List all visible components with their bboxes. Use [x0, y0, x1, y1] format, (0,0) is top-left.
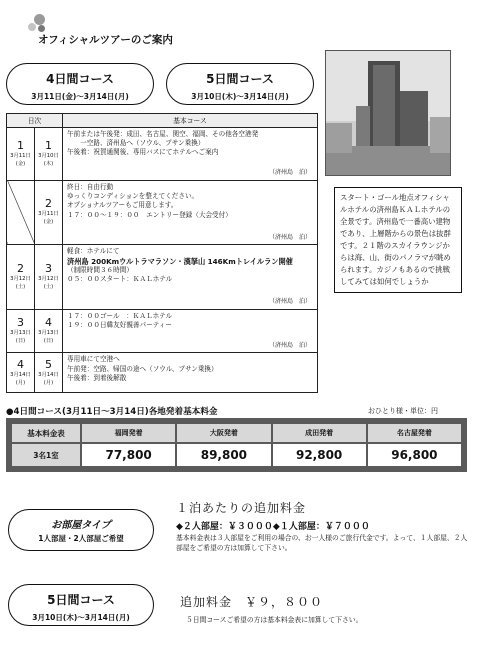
- hotel-photo: [325, 50, 451, 176]
- plan-5day-extra-pill: [8, 584, 154, 626]
- plan-4day-title: 4日間コース: [46, 72, 114, 86]
- schedule-line: （制限時間３６時間）: [67, 265, 133, 274]
- schedule-row: [7, 180, 318, 245]
- extra-charge-title: １泊あたりの追加料金: [176, 501, 307, 515]
- stay-location: （済州島 泊）: [268, 341, 311, 349]
- schedule-header-course: 基本コース: [63, 114, 318, 128]
- plan-5day-dates: 3月10日(木)～3月14日(月): [191, 92, 289, 101]
- pricing-table-frame: [6, 418, 467, 472]
- schedule-line: 午後着：到着後解散: [67, 374, 127, 383]
- schedule-header-day: 日次: [7, 114, 63, 128]
- day-number-4day: 1: [17, 138, 24, 152]
- day-cell-empty: [7, 180, 35, 245]
- pricing-col-fukuoka: 福岡発着: [81, 423, 176, 443]
- five-day-fee: 追加料金 ￥９，８００: [180, 595, 324, 609]
- day-date-4day: 3月14日(月): [10, 371, 31, 386]
- page-title: オフィシャルツアーのご案内: [38, 34, 173, 46]
- schedule-row: [7, 127, 318, 180]
- schedule-row: [7, 245, 318, 310]
- extra-charge-note: 基本料金表は３人部屋をご利用の場合の、お一人様のご旅行代金です。よって、１人部屋、２人部屋をご希望の方は加算して下さい。: [176, 534, 468, 552]
- room-type-sub: 1人部屋・2人部屋ご希望: [38, 534, 124, 543]
- schedule-line: 専用車にて空港へ: [67, 355, 120, 364]
- hotel-info-box: スタート・ゴール地点オフィシャルホテルの済州島ＫＡＬホテルの全景です。済州島で一番高い建物であり、上層階からの景色は抜群です。２１階のスカイラウンジからは海、山、街のパノラマが眺められます。カジノもあるので挑戦してみては如何でしょうか: [334, 187, 462, 293]
- schedule-row: [7, 353, 318, 393]
- day-number-5day: 4: [45, 316, 52, 330]
- pricing-unit: おひとり様・単位：円: [368, 407, 438, 415]
- day-date-5day: 3月10日(木): [38, 152, 59, 167]
- stay-location: （済州島 泊）: [268, 298, 311, 306]
- schedule-table: [6, 113, 318, 393]
- schedule-line: １７：００ゴール ：ＫＡＬホテル: [67, 311, 173, 320]
- pricing-table: [10, 422, 463, 468]
- schedule-line: 午後着：祝賀通関後、専用バスにてホテルへご案内: [67, 148, 219, 157]
- plan-5day-extra-title: 5日間コース: [47, 593, 115, 607]
- pricing-col-osaka: 大阪発着: [176, 423, 271, 443]
- schedule-line: 午前発：空路、帰国の途へ（ソウル、プサン乗換）: [67, 364, 218, 373]
- pricing-room-type: 3名1室: [11, 443, 81, 467]
- day-number-5day: 2: [45, 197, 52, 211]
- day-number-5day: 5: [45, 357, 52, 371]
- room-type-pill: [8, 509, 154, 551]
- schedule-row: [7, 309, 318, 353]
- plan-5day-extra-dates: 3月10日(木)～3月14日(月): [32, 613, 130, 622]
- schedule-line: １７：００～１９：００ エントリー登録（大会受付）: [67, 210, 232, 219]
- day-number-4day: 4: [17, 357, 24, 371]
- pricing-label: 基本料金表: [11, 423, 81, 443]
- day-number-5day: 3: [45, 261, 52, 275]
- schedule-line: 一空路、済州島へ（ソウル、プサン乗換）: [67, 138, 205, 147]
- plan-4day-pill: [6, 63, 154, 105]
- day-date-5day: 3月13日(日): [38, 330, 59, 345]
- schedule-line: ０５：００スタート：ＫＡＬホテル: [67, 275, 173, 284]
- price-narita: 92,800: [272, 443, 367, 467]
- plan-5day-pill: [166, 63, 314, 105]
- race-highlight: 済州島 200Kmウルトラマラソン・漢拏山 146Kmトレイルラン開催: [67, 256, 293, 266]
- plan-4day-dates: 3月11日(金)～3月14日(月): [31, 92, 129, 101]
- day-date-4day: 3月12日(土): [10, 275, 31, 290]
- schedule-line: 午前または午後発：成田、名古屋、関空、福岡、その他各空港発: [67, 129, 259, 138]
- day-date-4day: 3月13日(日): [10, 330, 31, 345]
- stay-location: （済州島 泊）: [268, 233, 311, 241]
- stay-location: （済州島 泊）: [268, 169, 311, 177]
- day-number-4day: 2: [17, 261, 24, 275]
- pricing-col-nagoya: 名古屋発着: [367, 423, 462, 443]
- schedule-line: ゆっくりコンディションを整えてください。: [67, 192, 199, 201]
- plan-5day-title: 5日間コース: [206, 72, 274, 86]
- extra-charge-prices: ◆２人部屋：￥３０００◆１人部屋：￥７０００: [176, 522, 370, 532]
- day-date-5day: 3月11日(金): [38, 211, 59, 226]
- pricing-title: ●4日間コース(3月11日～3月14日)各地発着基本料金: [6, 407, 218, 417]
- pricing-col-narita: 成田発着: [272, 423, 367, 443]
- room-type-title: お部屋タイプ: [51, 520, 111, 531]
- day-date-5day: 3月14日(月): [38, 371, 59, 386]
- five-day-note: ５日間コースご希望の方は基本料金表に加算して下さい。: [186, 616, 363, 624]
- schedule-line: オプショナルツアーもご用意します。: [67, 201, 178, 210]
- price-fukuoka: 77,800: [81, 443, 176, 467]
- schedule-line: 終日：自由行動: [67, 182, 114, 191]
- day-number-4day: 3: [17, 316, 24, 330]
- day-number-5day: 1: [45, 138, 52, 152]
- schedule-line: 軽食：ホテルにて: [67, 247, 120, 256]
- price-nagoya: 96,800: [367, 443, 462, 467]
- price-osaka: 89,800: [176, 443, 271, 467]
- schedule-line: １９：００日韓友好親善パーティー: [67, 321, 172, 330]
- day-date-4day: 3月11日(金): [10, 152, 31, 167]
- day-date-5day: 3月12日(土): [38, 275, 59, 290]
